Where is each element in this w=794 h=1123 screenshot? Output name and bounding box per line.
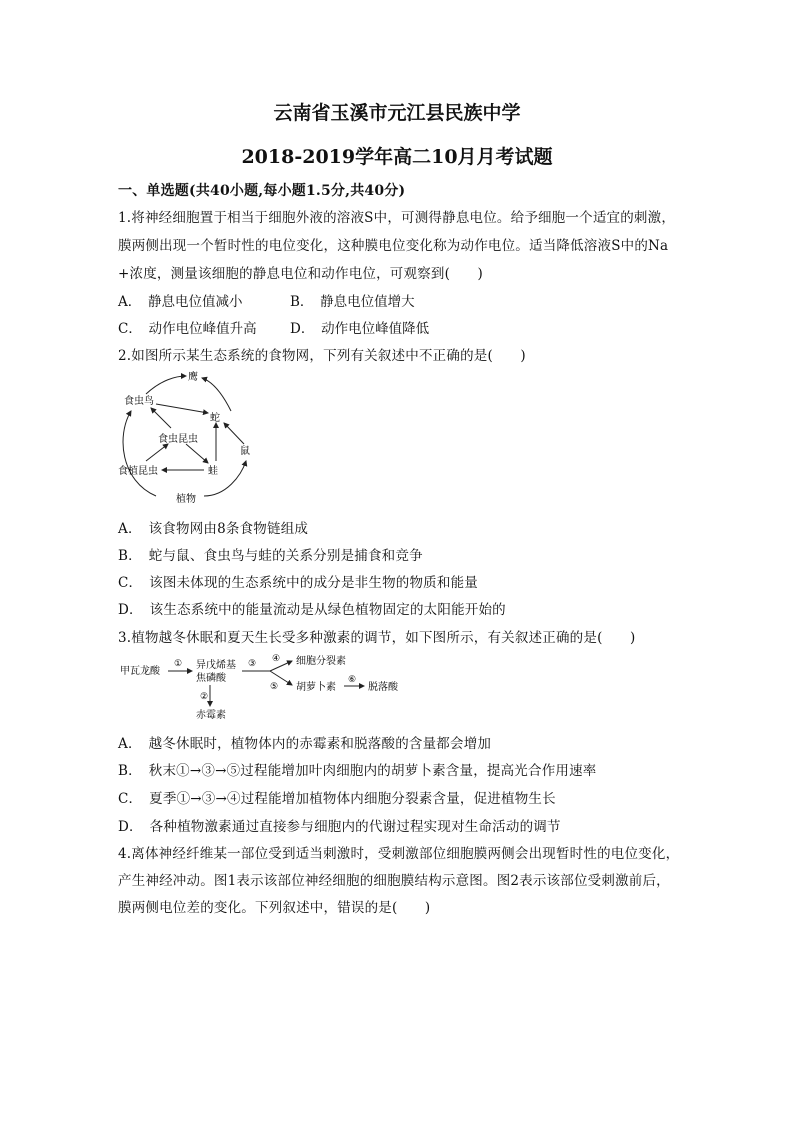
q4-line-1: 4.离体神经纤维某一部位受到适当刺激时，受刺激部位细胞膜两侧会出现暂时性的电位变化， xyxy=(118,846,680,862)
q3-option-a: A． 越冬休眠时，植物体内的赤霉素和脱落酸的含量都会增加 xyxy=(118,736,492,752)
q2-option-c: C． 该图未体现的生态系统中的成分是非生物的物质和能量 xyxy=(118,575,478,591)
q1-line-3: +浓度，测量该细胞的静息电位和动作电位，可观察到( ) xyxy=(118,266,483,282)
label-ipp-line1: 异戊烯基 xyxy=(196,660,236,671)
label-plant: 植物 xyxy=(176,494,196,505)
q2-option-d: D． 该生态系统中的能量流动是从绿色植物固定的太阳能开始的 xyxy=(118,602,506,618)
label-plant-insect: 食植昆虫 xyxy=(118,466,158,477)
arrow-bird-snake xyxy=(156,404,208,413)
q2-stem: 2.如图所示某生态系统的食物网，下列有关叙述中不正确的是( ) xyxy=(118,348,526,364)
q1-line-2: 膜两侧出现一个暂时性的电位变化，这种膜电位变化称为动作电位。适当降低溶液S中的Na xyxy=(118,238,669,254)
circle-arc-left xyxy=(123,411,156,496)
q3-option-b: B． 秋末①→③→⑤过程能增加叶肉细胞内的胡萝卜素含量，提高光合作用速率 xyxy=(118,763,597,779)
food-web-diagram xyxy=(116,366,266,511)
arrow-rat-snake xyxy=(224,423,244,444)
q1-option-b: B． 静息电位值增大 xyxy=(290,294,415,310)
q2-option-b: B． 蛇与鼠、食虫鸟与蛙的关系分别是捕食和竞争 xyxy=(118,548,423,564)
q4-line-2: 产生神经冲动。图1表示该部位神经细胞的细胞膜结构示意图。图2表示该部位受刺激前后， xyxy=(118,873,670,889)
label-snake: 蛇 xyxy=(210,413,220,424)
q3-option-c: C． 夏季①→③→④过程能增加植物体内细胞分裂素含量，促进植物生长 xyxy=(118,791,556,807)
label-carotene: 胡萝卜素 xyxy=(296,682,336,693)
q2-option-a: A． 该食物网由8条食物链组成 xyxy=(118,521,309,537)
q3-stem: 3.植物越冬休眠和夏天生长受多种激素的调节，如下图所示，有关叙述正确的是( ) xyxy=(118,630,636,646)
arrow-insect-frog xyxy=(186,444,208,463)
label-step-3: ③ xyxy=(248,659,257,669)
q3-option-d: D． 各种植物激素通过直接参与细胞内的代谢过程实现对生命活动的调节 xyxy=(118,819,561,835)
label-cytokinin: 细胞分裂素 xyxy=(296,656,346,667)
label-rat: 鼠 xyxy=(240,446,250,457)
circle-arc-top-left xyxy=(146,376,186,394)
label-abscisic-acid: 脱落酸 xyxy=(368,682,398,693)
section-heading: 一、单选题(共40小题,每小题1.5分,共40分) xyxy=(118,183,406,199)
label-mevalonic-acid: 甲瓦龙酸 xyxy=(120,666,160,677)
q4-line-3: 膜两侧电位差的变化。下列叙述中，错误的是( ) xyxy=(118,900,431,916)
label-step-4: ④ xyxy=(272,654,281,664)
arrow-insect-bird xyxy=(151,408,171,428)
q1-option-c: C． 动作电位峰值升高 xyxy=(118,321,257,337)
label-eagle: 鹰 xyxy=(188,372,198,383)
label-insect-bird: 食虫鸟 xyxy=(124,396,154,407)
school-title: 云南省玉溪市元江县民族中学 xyxy=(273,102,521,124)
label-step-1: ① xyxy=(174,659,183,669)
arrow-plantinsect-insect xyxy=(146,444,168,461)
label-frog: 蛙 xyxy=(208,466,218,477)
label-gibberellin: 赤霉素 xyxy=(196,710,226,721)
hormone-pathway-diagram xyxy=(118,652,418,722)
label-ipp-line2: 焦磷酸 xyxy=(196,673,226,684)
q1-option-d: D． 动作电位峰值降低 xyxy=(290,321,430,337)
exam-title: 2018-2019学年高二10月月考试题 xyxy=(241,146,553,168)
q1-option-a: A． 静息电位值减小 xyxy=(118,294,243,310)
label-step-2: ② xyxy=(200,692,209,702)
label-step-6: ⑥ xyxy=(348,675,357,685)
label-step-5: ⑤ xyxy=(270,682,279,692)
circle-arc-top-right xyxy=(202,378,231,411)
q1-line-1: 1.将神经细胞置于相当于细胞外液的溶液S中，可测得静息电位。给予细胞一个适宜的刺激， xyxy=(118,210,676,226)
label-insect-eating-insect: 食虫昆虫 xyxy=(158,434,198,445)
